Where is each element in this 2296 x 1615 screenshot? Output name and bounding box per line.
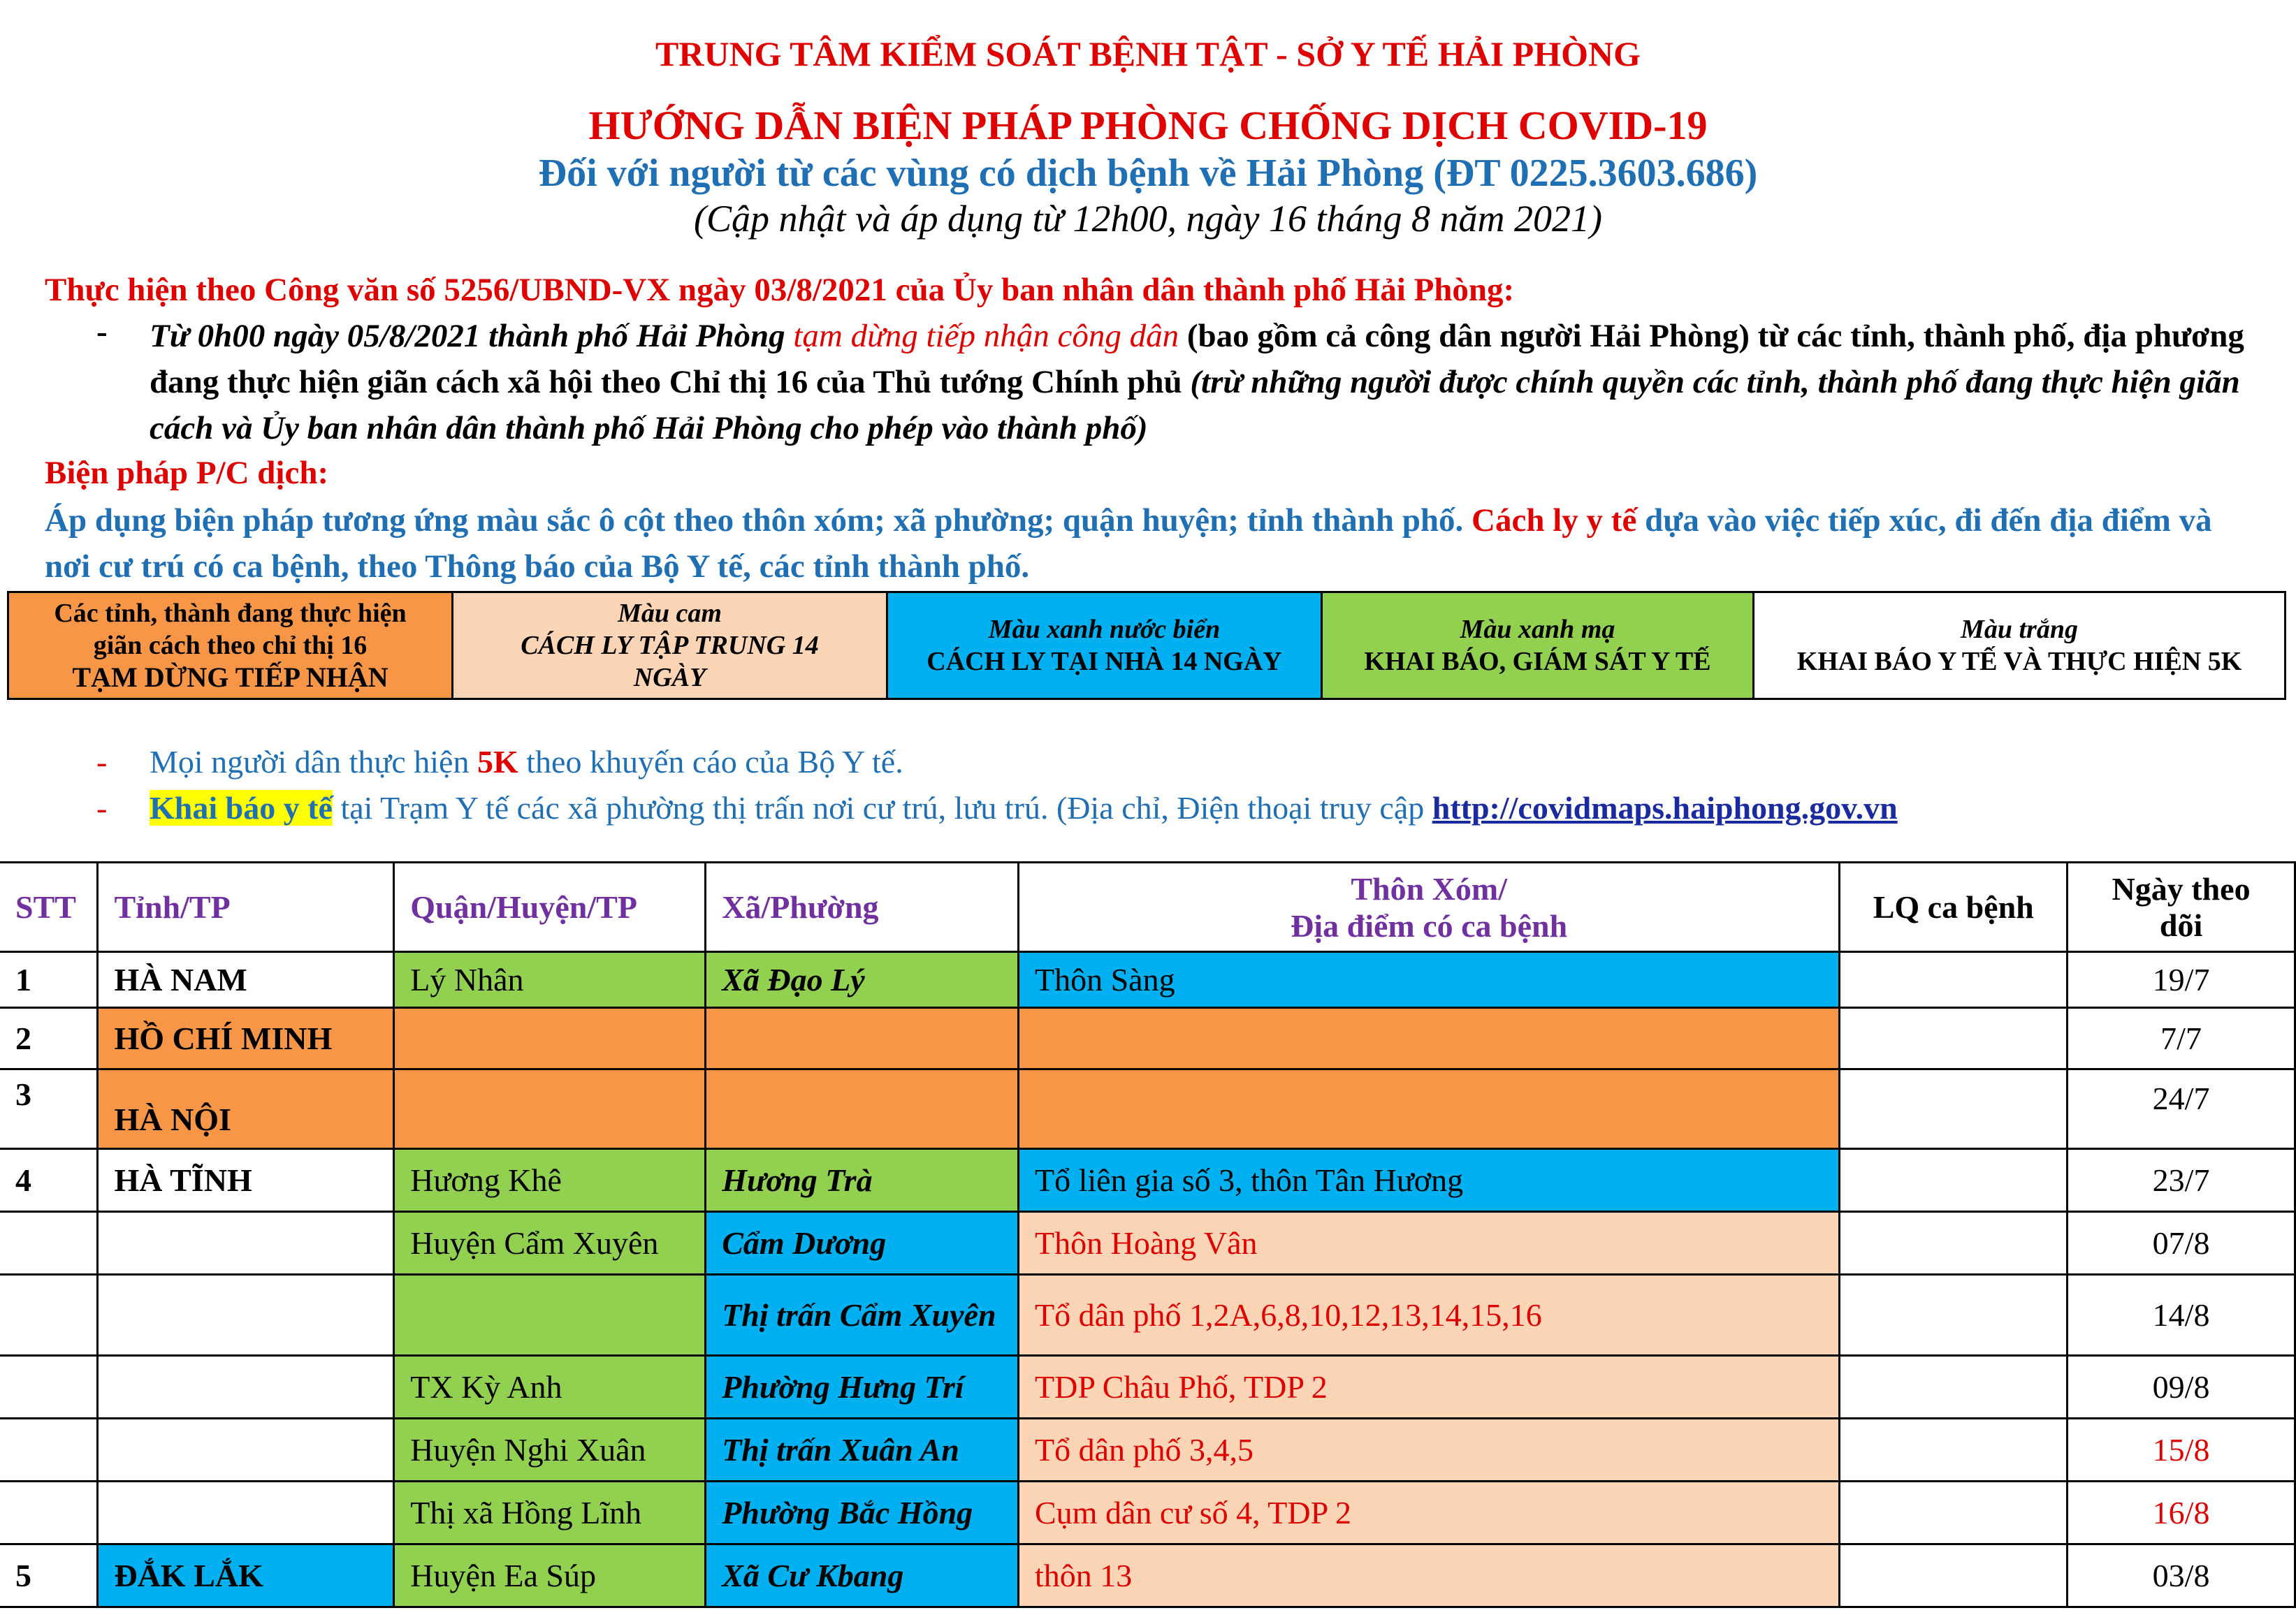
- cell-stt: 3: [0, 1069, 98, 1149]
- cell-village: Tổ liên gia số 3, thôn Tân Hương: [1019, 1149, 1840, 1212]
- cell-village: thôn 13: [1019, 1544, 1840, 1607]
- cell-lq: [1840, 1069, 2068, 1149]
- update-note: (Cập nhật và áp dụng từ 12h00, ngày 16 tháng 8 năm 2021): [694, 198, 1602, 240]
- cell-date: 03/8: [2068, 1544, 2295, 1607]
- outbreak-table: [0, 861, 2296, 1608]
- document-title: HƯỚNG DẪN BIỆN PHÁP PHÒNG CHỐNG DỊCH COVID-19: [588, 103, 1708, 148]
- bullet-part-a: Từ 0h00 ngày 05/8/2021 thành phố Hải Phòng: [150, 318, 794, 354]
- legend-line: Màu xanh nước biển: [988, 615, 1221, 644]
- cell-date: 09/8: [2068, 1356, 2295, 1419]
- cell-ward: Hương Trà: [706, 1149, 1019, 1212]
- cell-date: 23/7: [2068, 1149, 2295, 1212]
- organization-name: TRUNG TÂM KIỂM SOÁT BỆNH TẬT - SỞ Y TẾ HẢI PHÒNG: [655, 34, 1641, 73]
- cell-stt: [0, 1419, 98, 1482]
- table-row: [0, 1482, 2295, 1544]
- legend-line: giãn cách theo chỉ thị 16: [93, 631, 368, 660]
- decree-line: Thực hiện theo Công văn số 5256/UBND-VX ngày 03/8/2021 của Ủy ban nhân dân thành phố Hải Phòng:: [45, 272, 1515, 308]
- note-5k: [150, 743, 903, 780]
- cell-district: Thị xã Hồng Lĩnh: [394, 1482, 706, 1544]
- cell-district: Lý Nhân: [394, 952, 706, 1008]
- header-district: Quận/Huyện/TP: [394, 863, 706, 952]
- cell-ward: Xã Cư Kbang: [706, 1544, 1019, 1607]
- cell-village: [1019, 1069, 1840, 1149]
- cell-date: 15/8: [2068, 1419, 2295, 1482]
- table-row: [0, 1356, 2295, 1419]
- cell-ward: [706, 1008, 1019, 1069]
- header-stt: STT: [0, 863, 98, 952]
- cell-province: HÀ NỘI: [98, 1069, 394, 1149]
- legend-item-white: [1754, 593, 2284, 698]
- legend-item-orange: [453, 593, 888, 698]
- cell-village: TDP Châu Phố, TDP 2: [1019, 1356, 1840, 1419]
- cell-stt: 2: [0, 1008, 98, 1069]
- cell-date: 24/7: [2068, 1069, 2295, 1149]
- bullet-part-b: tạm dừng tiếp nhận công dân: [793, 318, 1179, 354]
- suspension-bullet: [150, 313, 2253, 451]
- cell-village: Cụm dân cư số 4, TDP 2: [1019, 1482, 1840, 1544]
- table-row: [0, 1275, 2295, 1356]
- cell-province: HÀ NAM: [98, 952, 394, 1008]
- legend-line: Màu cam: [618, 599, 722, 628]
- note-dash: -: [96, 790, 108, 826]
- cell-lq: [1840, 1008, 2068, 1069]
- bullet-dash: -: [96, 314, 108, 350]
- cell-ward: Thị trấn Cẩm Xuyên: [706, 1275, 1019, 1356]
- cell-date: 07/8: [2068, 1212, 2295, 1275]
- cell-district: Huyện Ea Súp: [394, 1544, 706, 1607]
- apply-paragraph: [45, 497, 2260, 590]
- cell-date: 16/8: [2068, 1482, 2295, 1544]
- legend-line: KHAI BÁO Y TẾ VÀ THỰC HIỆN 5K: [1796, 647, 2242, 676]
- apply-part-a: Áp dụng biện pháp tương ứng màu sắc ô cột theo thôn xóm; xã phường; quận huyện; tỉnh thành phố.: [45, 502, 1472, 539]
- note-declaration: [150, 789, 1898, 826]
- cell-district: TX Kỳ Anh: [394, 1356, 706, 1419]
- legend-line: Màu xanh mạ: [1460, 615, 1615, 644]
- table-row: [0, 1419, 2295, 1482]
- cell-province: [98, 1212, 394, 1275]
- cell-lq: [1840, 1544, 2068, 1607]
- header-village: [1019, 863, 1840, 952]
- table-row: [0, 952, 2295, 1008]
- cell-ward: [706, 1069, 1019, 1149]
- note-part: tại Trạm Y tế các xã phường thị trấn nơi cư trú, lưu trú. (Địa chỉ, Điện thoại truy cập: [332, 790, 1432, 826]
- cell-ward: Cẩm Dương: [706, 1212, 1019, 1275]
- cell-province: [98, 1275, 394, 1356]
- cell-district: Hương Khê: [394, 1149, 706, 1212]
- cell-village: [1019, 1008, 1840, 1069]
- legend-line: KHAI BÁO, GIÁM SÁT Y TẾ: [1364, 647, 1711, 676]
- cell-ward: Xã Đạo Lý: [706, 952, 1019, 1008]
- table-row: [0, 1212, 2295, 1275]
- covidmaps-link[interactable]: http://covidmaps.haiphong.gov.vn: [1432, 790, 1898, 826]
- legend-line: CÁCH LY TẬP TRUNG 14: [521, 631, 819, 660]
- table-header-row: [0, 863, 2295, 952]
- cell-lq: [1840, 1149, 2068, 1212]
- legend-item-blue: [888, 593, 1323, 698]
- legend-item-suspend: [9, 593, 453, 698]
- cell-stt: 5: [0, 1544, 98, 1607]
- measures-heading: Biện pháp P/C dịch:: [45, 455, 329, 491]
- apply-part-b: Cách ly y tế: [1472, 502, 1637, 539]
- cell-province: [98, 1482, 394, 1544]
- legend-line: CÁCH LY TẠI NHÀ 14 NGÀY: [927, 647, 1282, 676]
- apply-part-c: dựa vào việc tiếp xúc, đi đến địa điểm và nơi cư trú có ca bệnh, theo Thông báo của Bộ Y tế, các tỉnh thành phố.: [45, 502, 2212, 585]
- header-ward: Xã/Phường: [706, 863, 1019, 952]
- cell-village: Thôn Sàng: [1019, 952, 1840, 1008]
- cell-lq: [1840, 1482, 2068, 1544]
- cell-province: HÀ TĨNH: [98, 1149, 394, 1212]
- cell-stt: [0, 1482, 98, 1544]
- table-row: [0, 1069, 2295, 1149]
- cell-stt: 4: [0, 1149, 98, 1212]
- cell-district: [394, 1069, 706, 1149]
- cell-stt: [0, 1212, 98, 1275]
- cell-stt: [0, 1275, 98, 1356]
- cell-province: [98, 1356, 394, 1419]
- cell-district: Huyện Nghi Xuân: [394, 1419, 706, 1482]
- header-date-line: Ngày theo: [2112, 870, 2251, 907]
- legend-line: NGÀY: [633, 663, 706, 692]
- cell-ward: Thị trấn Xuân An: [706, 1419, 1019, 1482]
- bullet-part-c: (bao gồm cả công dân người Hải Phòng) từ các tỉnh, thành phố, địa phương đang thực hiện giãn cách xã hội theo Chỉ thị 16 của Thủ tướng Chính phủ: [150, 318, 2244, 400]
- cell-district: Huyện Cẩm Xuyên: [394, 1212, 706, 1275]
- header-village-line: Thôn Xóm/: [1351, 870, 1507, 907]
- legend-line: TẠM DỪNG TIẾP NHẬN: [72, 662, 388, 693]
- header-province: Tỉnh/TP: [98, 863, 394, 952]
- cell-lq: [1840, 1419, 2068, 1482]
- bullet-part-d: (trừ những người được chính quyền các tỉnh, thành phố đang thực hiện giãn cách và Ủy ban nhân dân thành phố Hải Phòng cho phép vào thành phố): [150, 364, 2240, 446]
- note-5k-highlight: 5K: [477, 744, 518, 780]
- cell-province: ĐẮK LẮK: [98, 1544, 394, 1607]
- note-dash: -: [96, 744, 108, 780]
- cell-date: 14/8: [2068, 1275, 2295, 1356]
- cell-lq: [1840, 1275, 2068, 1356]
- note-part: Mọi người dân thực hiện: [150, 744, 477, 780]
- cell-ward: Phường Bắc Hồng: [706, 1482, 1019, 1544]
- cell-lq: [1840, 1356, 2068, 1419]
- cell-lq: [1840, 952, 2068, 1008]
- header-date: [2068, 863, 2295, 952]
- table-row: [0, 1008, 2295, 1069]
- table-row: [0, 1544, 2295, 1607]
- cell-lq: [1840, 1212, 2068, 1275]
- legend-line: Các tỉnh, thành đang thực hiện: [54, 599, 407, 628]
- declaration-highlight: Khai báo y tế: [150, 790, 333, 826]
- color-legend: [7, 591, 2286, 700]
- cell-district: [394, 1008, 706, 1069]
- cell-village: Tổ dân phố 3,4,5: [1019, 1419, 1840, 1482]
- note-part: theo khuyến cáo của Bộ Y tế.: [518, 744, 903, 780]
- header-village-line: Địa điểm có ca bệnh: [1291, 907, 1568, 944]
- header-lq: LQ ca bệnh: [1840, 863, 2068, 952]
- cell-stt: [0, 1356, 98, 1419]
- cell-district: [394, 1275, 706, 1356]
- cell-ward: Phường Hưng Trí: [706, 1356, 1019, 1419]
- cell-province: [98, 1419, 394, 1482]
- legend-item-green: [1323, 593, 1754, 698]
- cell-village: Tổ dân phố 1,2A,6,8,10,12,13,14,15,16: [1019, 1275, 1840, 1356]
- cell-stt: 1: [0, 952, 98, 1008]
- cell-date: 7/7: [2068, 1008, 2295, 1069]
- header-date-line: dõi: [2159, 907, 2203, 943]
- legend-line: Màu trắng: [1961, 615, 2078, 644]
- table-row: [0, 1149, 2295, 1212]
- document-subtitle: Đối với người từ các vùng có dịch bệnh về Hải Phòng (ĐT 0225.3603.686): [538, 152, 1758, 195]
- cell-village: Thôn Hoàng Vân: [1019, 1212, 1840, 1275]
- cell-date: 19/7: [2068, 952, 2295, 1008]
- cell-province: HỒ CHÍ MINH: [98, 1008, 394, 1069]
